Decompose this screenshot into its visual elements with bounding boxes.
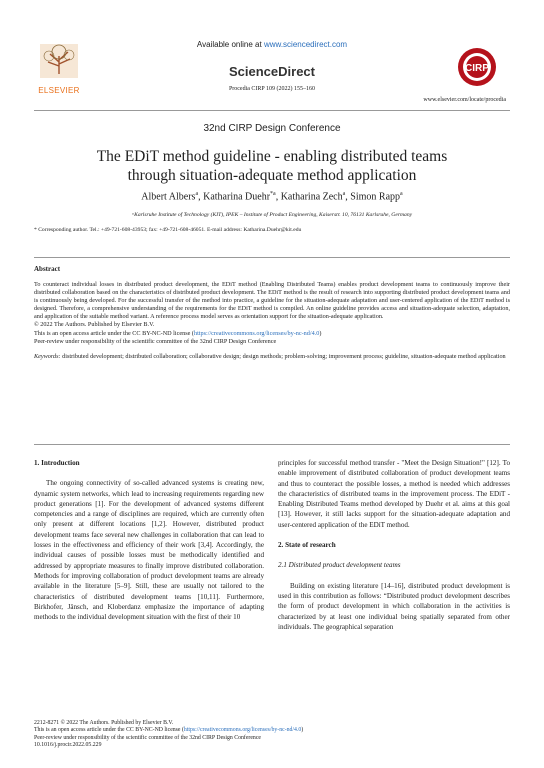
author-2-sup: *a: [270, 191, 276, 197]
state-paragraph: Building on existing literature [14–16], distributed product development is used in this contribution as follows: “Distributed product development describes the form of product development in which collaboration in the activities is characterized by at least one individual being spatially separated from other individuals. The geographical separation: [278, 581, 510, 631]
footer-issn: 2212-8271 © 2022 The Authors. Published by Elsevier B.V.: [34, 720, 174, 726]
abstract-bottom-divider: [34, 444, 510, 445]
abstract-peer-review: Peer-review under responsibility of the scientific committee of the 32nd CIRP Design Conference: [34, 337, 277, 345]
footer-license: This is an open access article under the CC BY-NC-ND license (https://creativecommons.org/licenses/by-nc-nd/4.0): [34, 727, 304, 734]
footer-peer-review: Peer-review under responsibility of the scientific committee of the 32nd CIRP Design Conference: [34, 734, 261, 741]
journal-url[interactable]: www.elsevier.com/locate/procedia: [423, 97, 506, 103]
brand-name: ScienceDirect: [229, 64, 315, 79]
abstract-license: This is an open access article under the CC BY-NC-ND license (https://creativecommons.org/licenses/by-nc-nd/4.0): [34, 329, 322, 337]
paper-title: [60, 147, 484, 185]
intro-heading: 1. Introduction: [34, 459, 80, 467]
abstract-copyright: © 2022 The Authors. Published by Elsevier B.V.: [34, 321, 155, 329]
available-prefix: Available online at: [196, 40, 264, 49]
footer-license-link[interactable]: https://creativecommons.org/licenses/by-nc-nd/4.0: [183, 727, 302, 734]
title-line-1: The EDiT method guideline - enabling distributed teams: [96, 148, 448, 165]
keywords: [34, 353, 510, 361]
available-online: [0, 40, 544, 49]
intro-paragraph: The ongoing connectivity of so-called advanced systems is creating new, dynamic system networks, which lead to increasing requirements regarding new product generations [1]. For the development of advanced systems different competencies and a range of disciplines are required, which are currently often only present at different locations [1,2]. However, distributed product development teams face several new challenges in collaboration that can lead to losses in the effectiveness and efficiency of their work [3,4]. Accordingly, the individual causes of possible losses must be methodically identified and addressed by appropriate measures to finally improve distributed collaboration. Methods for improving collaboration of product development teams are already available in the literature [5–9]. Still, these are usually not tailored to the characteristics of distributed development teams [10,11]. Furthermore, Birkhofer, Jänsch, and Kloberdanz emphasize the importance of adapting methods to the individual development situation with the first of their 10: [34, 479, 264, 622]
keywords-label: Keywords:: [34, 352, 61, 360]
author-4: , Simon Rapp: [345, 191, 401, 203]
author-3-sup: a: [342, 191, 346, 197]
footer: [34, 720, 303, 750]
footer-doi[interactable]: 10.1016/j.procir.2022.05.229: [34, 742, 102, 749]
license-link[interactable]: https://creativecommons.org/licenses/by-nc-nd/4.0: [193, 329, 320, 337]
author-3: , Katharina Zech: [275, 191, 343, 203]
intro-continued: principles for successful method transfer - "Meet the Design Situation!" [12]. To enable improvement of distributed collaboration of product development teams and thus to counteract the possible losses, a method is needed which addresses the characteristics of distributed teams in the improvement process. The EDiT - Enabling Distributed Teams method developed by Duehr et al. aims at this goal [13]. However, it still lacks support for the situation-adequate adaptation and user-centered application of the EDiT method.: [278, 459, 510, 529]
state-heading: 2. State of research: [278, 541, 336, 550]
cirp-logo-text: CIRP: [465, 63, 489, 74]
keywords-list: distributed development; distributed collaboration; collaborative design; design methods; problem-solving; improvement process; guideline, situation-adequate method application: [60, 352, 506, 360]
affiliation: ᵃKarlsruhe Institute of Technology (KIT), IPEK – Institute of Product Engineering, Kaiserstr. 10, 76131 Karlsruhe, Germany: [131, 212, 413, 218]
left-column: [34, 458, 264, 622]
header-divider: [34, 110, 510, 111]
conference-name: 32nd CIRP Design Conference: [203, 123, 341, 134]
author-1-sup: a: [195, 191, 199, 197]
author-2: , Katharina Duehr: [198, 191, 271, 203]
sciencedirect-link[interactable]: www.sciencedirect.com: [263, 40, 348, 49]
author-1: Albert Albers: [141, 191, 196, 203]
abstract-text: To counteract individual losses in distributed product development, the EDiT method (Enabling Distributed Teams) enables product development teams to continuously improve their distributed collaboration based on the characteristics of distributed product development. The EDiT method is the result of research into supporting distributed product development teams and is continuously being developed. For the successful transfer of the method into practice, a guideline for the situation-adequate adaptation and user-centered application of the EDiT method is designed. Therefore, a comprehensive understanding of the requirements for the EDiT method is compiled. An online guideline provides access and situation-adequate selection, adaptation, and application of the suitable method variant. A reference process model serves as orientation support for the situation-adequate application.: [34, 281, 510, 321]
publisher-logo-text: ELSEVIER: [38, 86, 80, 95]
subsection-heading: 2.1 Distributed product development teams: [278, 561, 401, 570]
abstract-block: [34, 281, 510, 361]
right-column: [278, 458, 510, 632]
author-list: [0, 191, 544, 202]
journal-citation: Procedia CIRP 109 (2022) 155–160: [228, 86, 316, 92]
abstract-heading: Abstract: [34, 265, 61, 273]
author-4-sup: a: [400, 191, 403, 197]
abstract-top-divider: [34, 257, 510, 258]
corresponding-author: * Corresponding author. Tel.: +49-721-608-43953; fax: +49-721-608-46051. E-mail address: Katharina.Duehr@kit.edu: [34, 227, 302, 233]
title-line-2: through situation-adequate method application: [127, 167, 417, 184]
